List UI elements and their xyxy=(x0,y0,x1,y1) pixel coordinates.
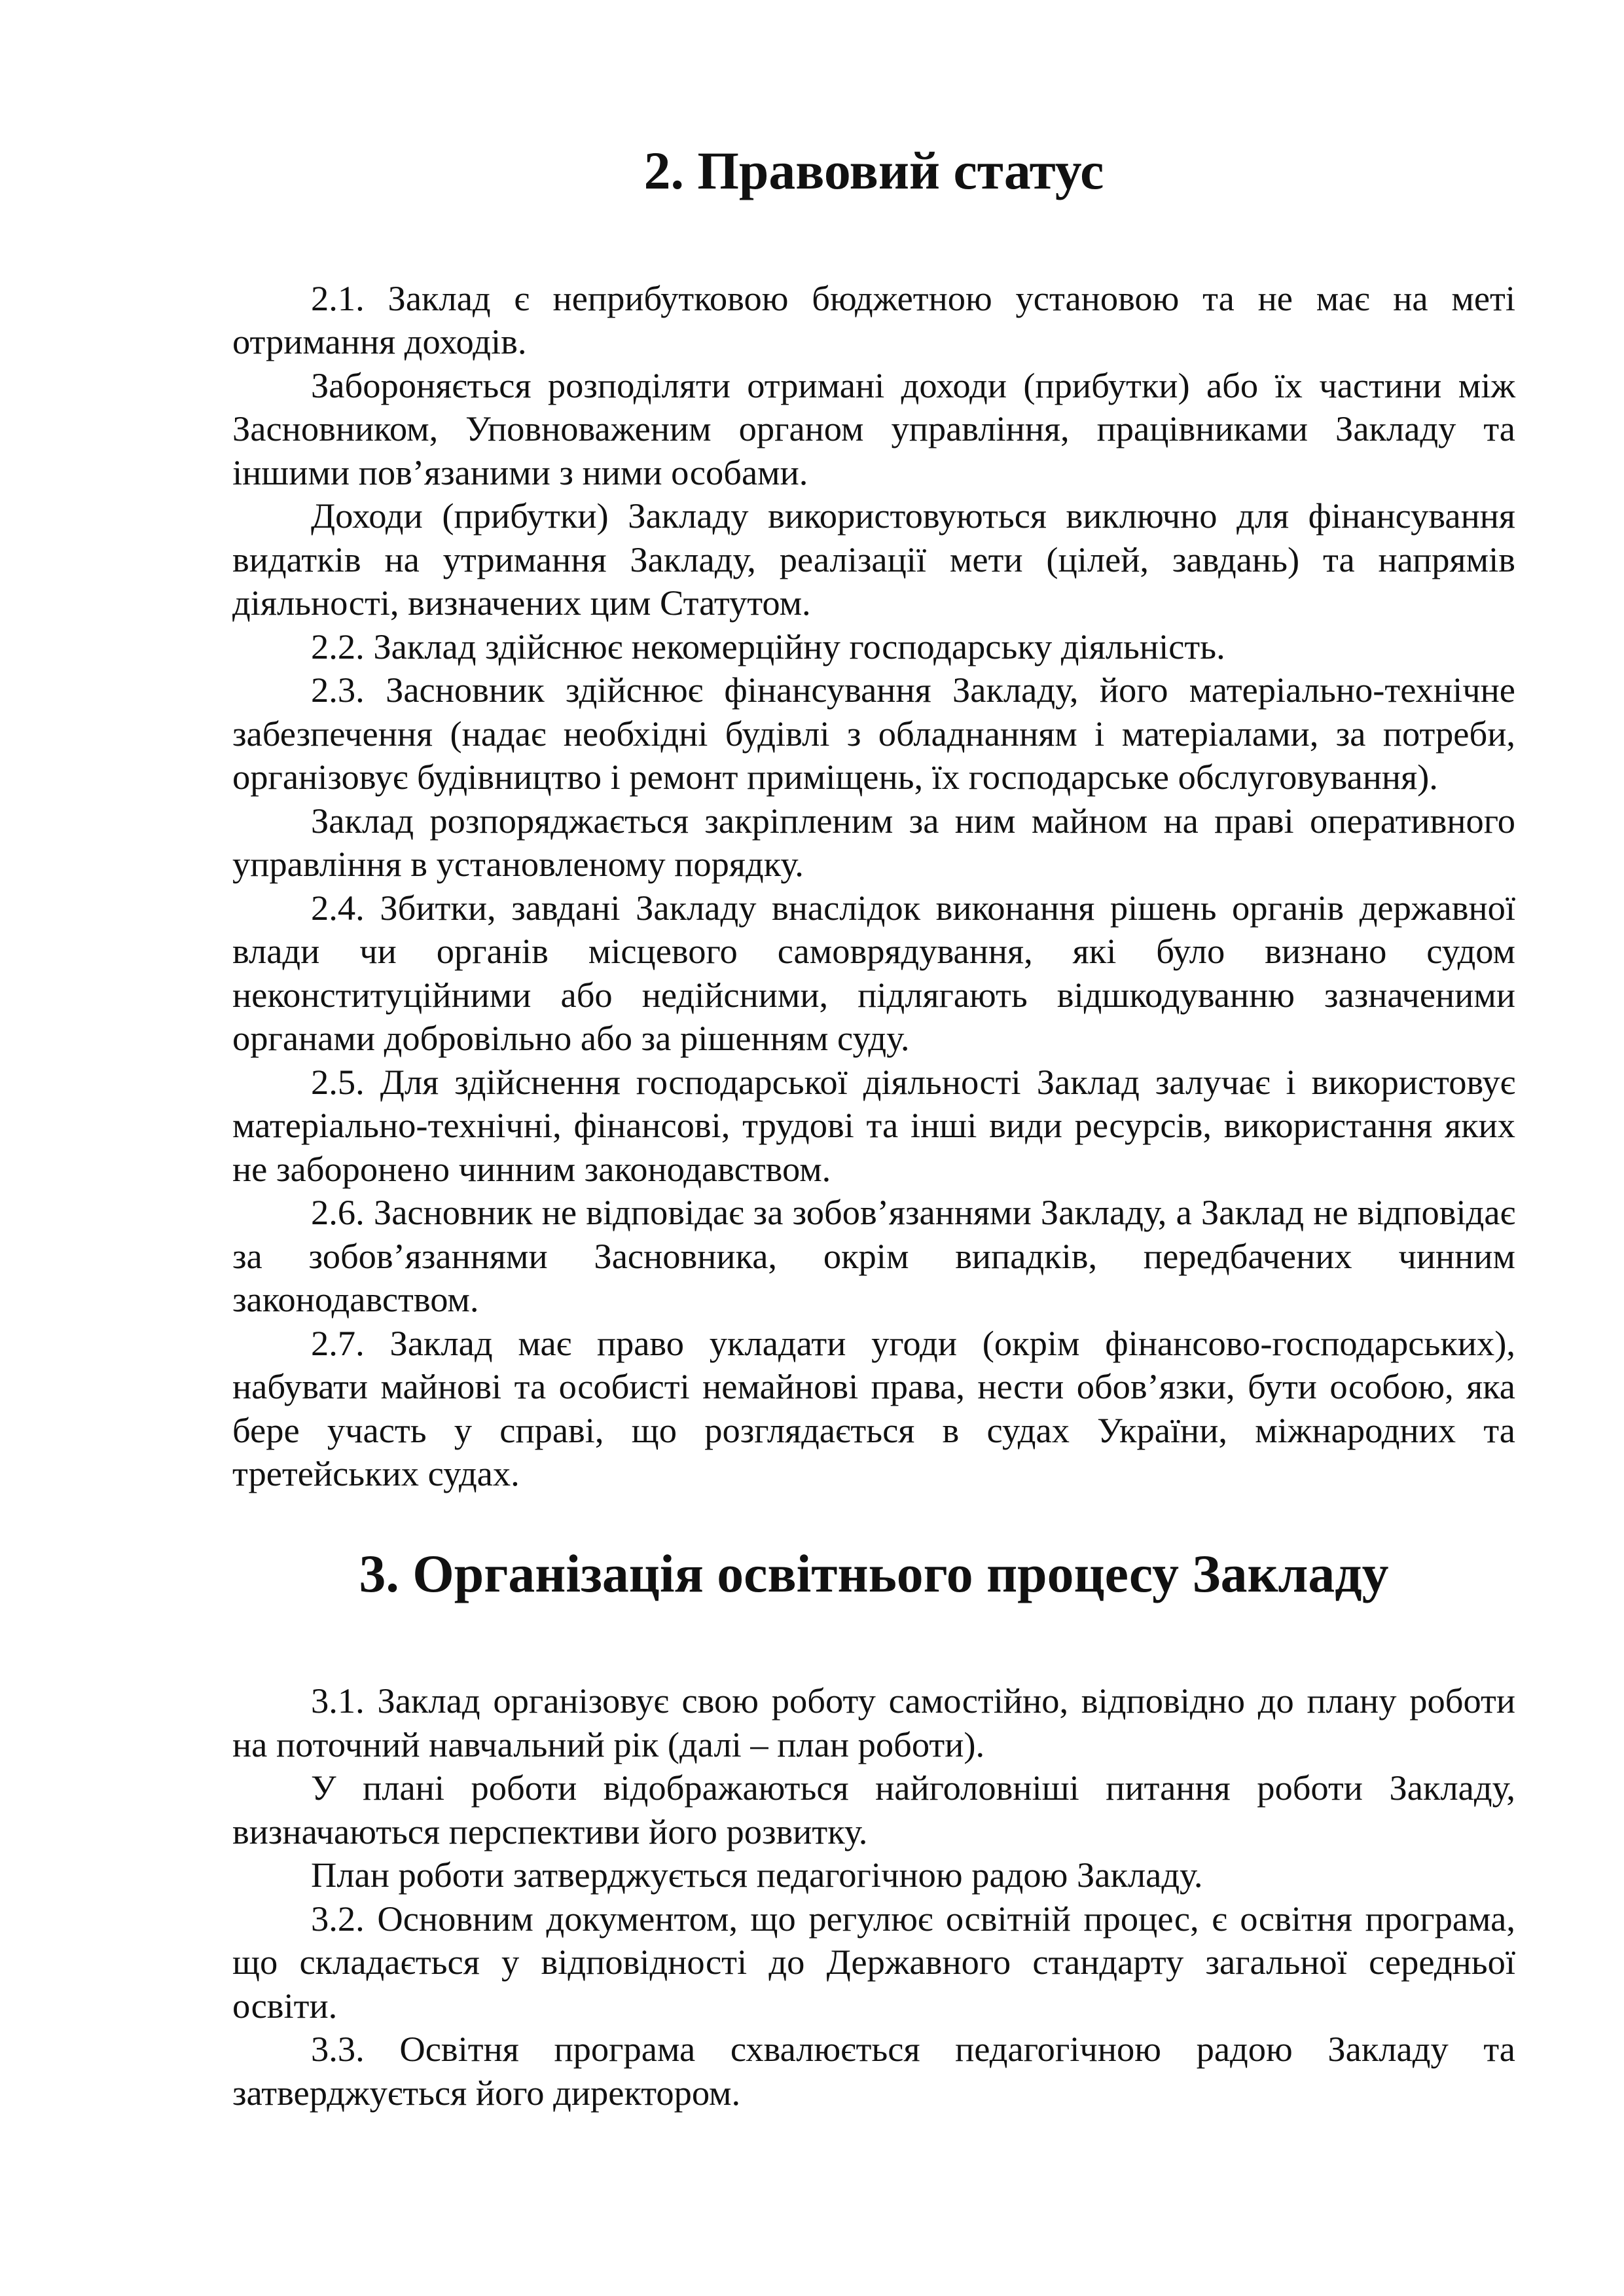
paragraph-2-2: 2.2. Заклад здійснює некомерційну господарську діяльність. xyxy=(311,626,1225,666)
paragraph-3-1-plan-content: У плані роботи відображаються найголовніші питання роботи Закладу, визначаються перспективи його розвитку. xyxy=(232,1768,1515,1851)
paragraph-2-3: 2.3. Засновник здійснює фінансування Закладу, його матеріально-технічне забезпечення (надає необхідні будівлі з обладнанням і матеріалами, за потреби, організовує будівництво і ремонт приміщень, їх господарське обслуговування). xyxy=(232,670,1515,797)
paragraph-2-6: 2.6. Засновник не відповідає за зобов’язаннями Закладу, а Заклад не відповідає за зобов’язаннями Засновника, окрім випадків, передбачених чинним законодавством. xyxy=(232,1192,1515,1319)
document-page xyxy=(232,141,1515,2115)
paragraph-2-1-income-use: Доходи (прибутки) Закладу використовуються виключно для фінансування видатків на утримання Закладу, реалізації мети (цілей, завдань) та напрямів діяльності, визначених цим Статутом. xyxy=(232,496,1515,623)
paragraph-2-4: 2.4. Збитки, завдані Закладу внаслідок виконання рішень органів державної влади чи органів місцевого самоврядування, які було визнано судом неконституційними або недійсними, підлягають відшкодуванню зазначеними органами добровільно або за рішенням суду. xyxy=(232,887,1515,1058)
paragraph-3-1: 3.1. Заклад організовує свою роботу самостійно, відповідно до плану роботи на поточний навчальний рік (далі – план роботи). xyxy=(232,1681,1515,1764)
section-3-heading: 3. Організація освітнього процесу Закладу xyxy=(359,1543,1389,1603)
paragraph-2-1-income-distribution: Забороняється розподіляти отримані доходи (прибутки) або їх частини між Засновником, Уповноваженим органом управління, працівниками Закладу та іншими пов’язаними з ними особами. xyxy=(232,365,1515,492)
paragraph-2-1: 2.1. Заклад є неприбутковою бюджетною установою та не має на меті отримання доходів. xyxy=(232,278,1515,361)
paragraph-2-5: 2.5. Для здійснення господарської діяльності Заклад залучає і використовує матеріально-технічні, фінансові, трудові та інші види ресурсів, використання яких не заборонено чинним законодавством. xyxy=(232,1061,1515,1189)
paragraph-2-7: 2.7. Заклад має право укладати угоди (окрім фінансово-господарських), набувати майнові та особисті немайнові права, нести обов’язки, бути особою, яка бере участь у справі, що розглядається в судах України, міжнародних та третейських судах. xyxy=(232,1322,1515,1493)
paragraph-3-3: 3.3. Освітня програма схвалюється педагогічною радою Закладу та затверджується його директором. xyxy=(232,2029,1515,2113)
paragraph-3-2: 3.2. Основним документом, що регулює освітній процес, є освітня програма, що складається у відповідності до Державного стандарту загальної середньої освіти. xyxy=(232,1898,1515,2026)
paragraph-2-3-property: Заклад розпоряджається закріпленим за ним майном на праві оперативного управління в установленому порядку. xyxy=(232,800,1515,884)
section-2-heading: 2. Правовий статус xyxy=(643,141,1104,200)
paragraph-3-1-plan-approval: План роботи затверджується педагогічною радою Закладу. xyxy=(311,1855,1203,1895)
